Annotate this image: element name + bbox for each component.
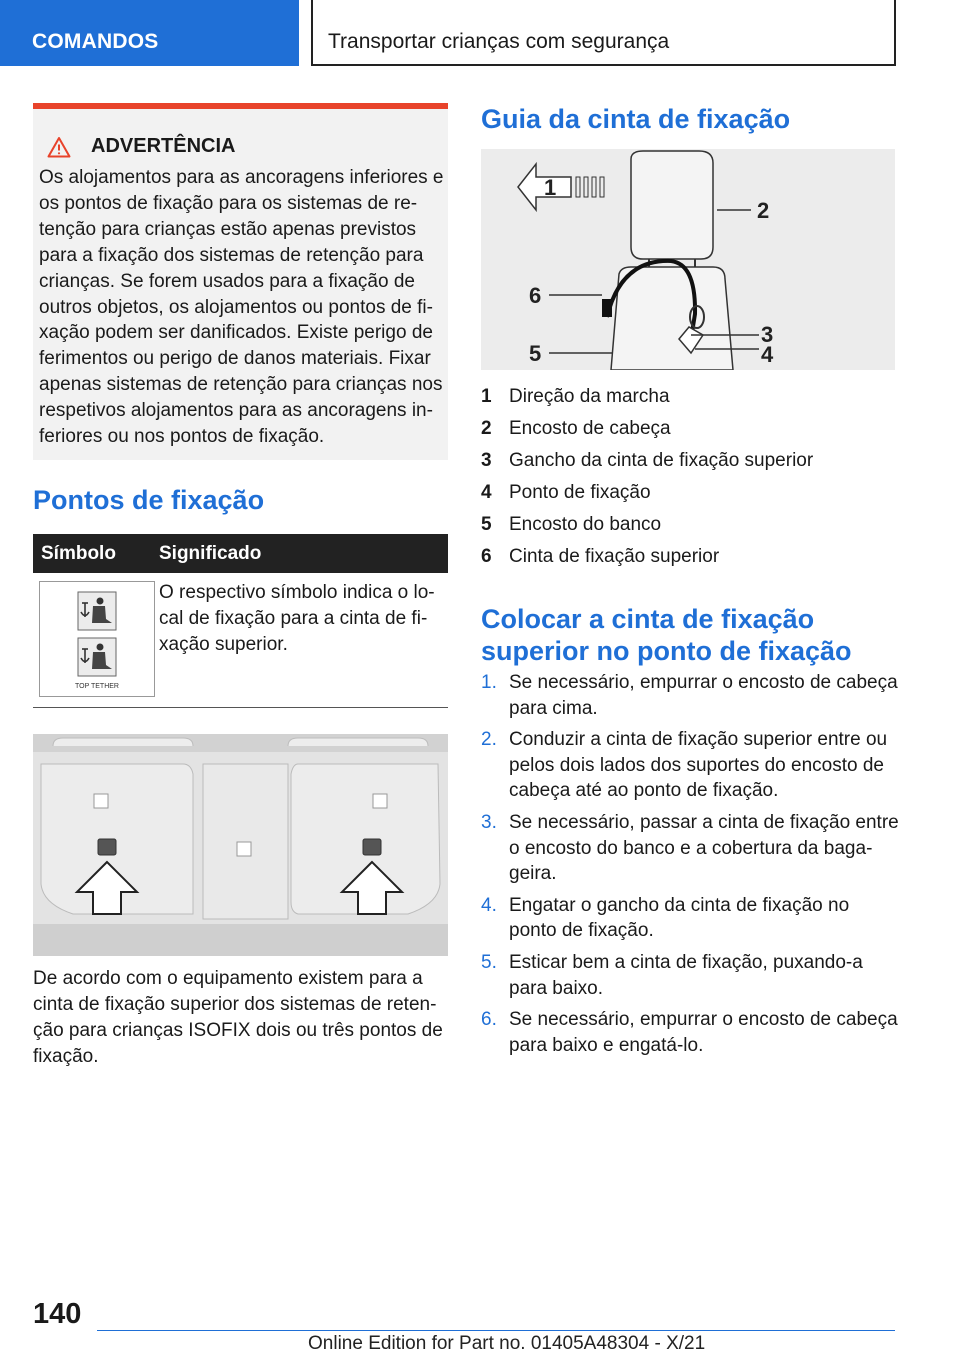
- step-text: Se necessário, empurrar o encosto de cabeça para baixo e engatá-lo.: [509, 1009, 898, 1056]
- step-text: Engatar o gancho da cinta de fixação no ponto de fixação.: [509, 894, 850, 942]
- section-heading-attach-strap: Colocar a cinta de fixação superior no ponto de fixação: [481, 604, 852, 666]
- column-header-meaning: Significado: [159, 542, 262, 564]
- list-item: [481, 893, 901, 944]
- legend-number: 6: [481, 546, 492, 567]
- list-item: [481, 670, 901, 721]
- legend-number: 3: [481, 450, 492, 471]
- warning-header: [47, 135, 235, 158]
- symbol-table: [33, 534, 448, 708]
- diagram-label-1: 1: [544, 175, 557, 200]
- legend-item: [481, 413, 895, 445]
- step-number: 5.: [481, 951, 497, 973]
- list-item: [481, 810, 901, 887]
- table-header: [33, 534, 448, 573]
- legend-number: 5: [481, 514, 492, 535]
- anchor-points-paragraph: De acordo com o equipamento existem para a cinta de fixação superior dos sistemas de retenção para crianças ISOFIX dois ou três pontos de fixação.: [33, 968, 443, 1067]
- legend-text: Direção da marcha: [509, 386, 670, 407]
- diagram-label-2: 2: [757, 198, 770, 223]
- legend-text: Ponto de fixação: [509, 482, 651, 503]
- legend-item: [481, 541, 895, 573]
- step-text: Se necessário, passar a cinta de fixação entre o encosto do banco e a cobertura da bagageira.: [509, 811, 899, 885]
- legend-text: Encosto do banco: [509, 514, 662, 535]
- meaning-cell: O respectivo símbolo indica o local de fixação para a cinta de fixação superior.: [159, 582, 435, 655]
- legend-item: [481, 445, 895, 477]
- warning-title: ADVERTÊNCIA: [91, 135, 236, 157]
- legend-text: Gancho da cinta de fixação superior: [509, 450, 814, 471]
- top-tether-symbol: [39, 581, 155, 697]
- step-text: Esticar bem a cinta de fixação, puxando-a para baixo.: [509, 951, 863, 999]
- footer-edition: Online Edition for Part no. 01405A48304 - X/21: [308, 1333, 706, 1354]
- diagram-label-6: 6: [529, 283, 542, 308]
- symbol-caption: TOP TETHER: [75, 683, 119, 690]
- step-number: 3.: [481, 811, 497, 833]
- diagram-label-3: 3: [761, 322, 774, 347]
- warning-text: Os alojamentos para as ancoragens inferiores e os pontos de fixação para os sistemas de retenção para crianças estão apenas previstos para a fixação dos sistemas de retenção para crianças. Se forem usados para a fixação de outros objetos, os alojamentos ou pontos de fixação podem ser danificados. Existe perigo de ferimentos ou perigo de danos materiais. Fixar apenas sistemas de retenção para crianças nos respetivos alojamentos para as ancoragens inferiores ou nos pontos de fixação.: [39, 167, 444, 448]
- section-tab: [0, 0, 299, 66]
- legend-number: 1: [481, 386, 492, 407]
- page-number: 140: [33, 1298, 82, 1330]
- legend-text: Cinta de fixação superior: [509, 546, 720, 567]
- list-item: [481, 1007, 901, 1058]
- legend-number: 4: [481, 482, 492, 503]
- step-list: [481, 670, 901, 1064]
- step-text: Se necessário, empurrar o encosto de cabeça para cima.: [509, 672, 898, 719]
- diagram-legend: [481, 381, 895, 573]
- table-row: [33, 573, 448, 708]
- step-number: 4.: [481, 894, 497, 916]
- legend-number: 2: [481, 418, 492, 439]
- list-item: [481, 727, 901, 804]
- seatback-anchor-illustration: [33, 734, 448, 956]
- child-seat-anchor-icon: [40, 582, 154, 696]
- step-text: Conduzir a cinta de fixação superior entre ou pelos dois lados dos suportes do encosto de cabeça até ao ponto de fixação.: [509, 729, 888, 802]
- step-number: 6.: [481, 1009, 497, 1031]
- diagram-label-5: 5: [529, 341, 542, 366]
- warning-icon: [47, 136, 71, 158]
- page-header: [311, 0, 896, 66]
- step-number: 1.: [481, 672, 497, 693]
- step-number: 2.: [481, 729, 497, 751]
- symbol-cell: [33, 573, 151, 707]
- legend-item: [481, 509, 895, 541]
- section-heading-anchor-points: Pontos de fixação: [33, 485, 265, 515]
- page-title: Transportar crianças com segurança: [328, 30, 670, 53]
- section-heading-strap-guide: Guia da cinta de fixação: [481, 104, 791, 134]
- column-header-symbol: Símbolo: [41, 542, 116, 564]
- warning-box: [33, 103, 448, 460]
- legend-item: [481, 381, 895, 413]
- legend-item: [481, 477, 895, 509]
- section-label: COMANDOS: [32, 30, 159, 53]
- diagram-label-4: 4: [761, 342, 774, 367]
- legend-text: Encosto de cabeça: [509, 418, 671, 439]
- tether-strap-diagram: [481, 149, 895, 370]
- footer-divider: [97, 1330, 895, 1331]
- list-item: [481, 950, 901, 1001]
